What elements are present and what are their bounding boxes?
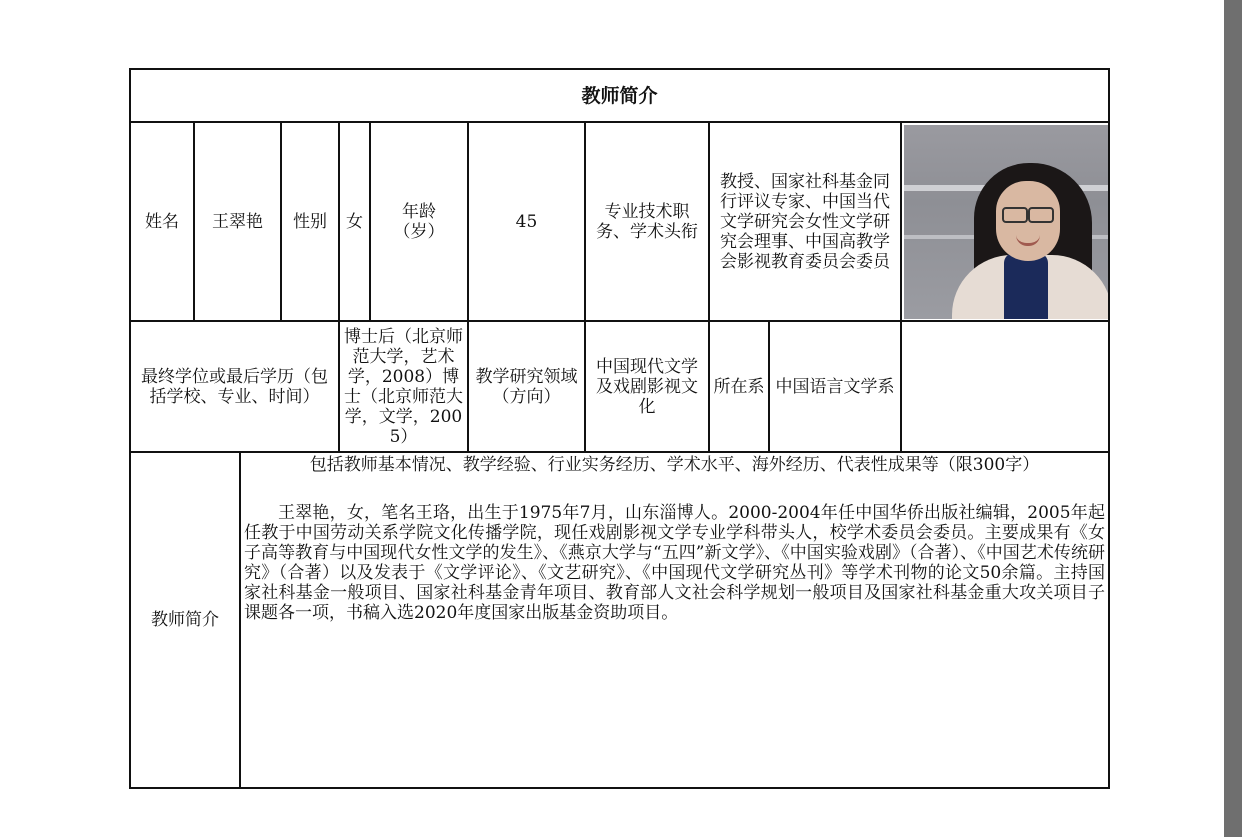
degree-label: 最终学位或最后学历（包括学校、专业、时间）	[130, 321, 339, 452]
intro-body: 王翠艳，女，笔名王珞，出生于1975年7月，山东淄博人。2000-2004年任中国华侨出版社编辑，2005年起任教于中国劳动关系学院文化传播学院，现任戏剧影视文学专业学科带头人，校学术委员会委员。主要成果有《女子高等教育与中国现代女性文学的发生》、《燕京大学与“五四”新文学》、《中国实验戏剧》（合著）、《中国艺术传统研究》（合著）以及发表于《文学评论》、《文艺研究》、《中国现代文学研究丛刊》等学术刊物的论文50余篇。主持国家社科基金一般项目、国家社科基金青年项目、教育部人文社会科学规划一般项目及国家社科基金重大攻关项目子课题各一项，书稿入选2020年度国家出版基金资助项目。	[244, 503, 1105, 623]
age-label: 年龄 （岁）	[370, 122, 468, 321]
gender-label: 性别	[281, 122, 339, 321]
teacher-photo-cell	[901, 122, 1109, 321]
intro-content	[240, 452, 1109, 788]
table-title: 教师简介	[130, 69, 1109, 122]
intro-heading: 包括教师基本情况、教学经验、行业实务经历、学术水平、海外经历、代表性成果等（限300字）	[309, 455, 1040, 475]
teacher-profile-table	[129, 68, 1110, 789]
research-label: 教学研究领域（方向）	[468, 321, 585, 452]
empty-cell	[901, 321, 1109, 452]
intro-label: 教师简介	[130, 452, 240, 788]
vertical-scrollbar[interactable]	[1224, 0, 1242, 837]
name-label: 姓名	[130, 122, 194, 321]
research-value: 中国现代文学及戏剧影视文化	[585, 321, 709, 452]
name-value: 王翠艳	[194, 122, 281, 321]
degree-value: 博士后（北京师范大学，艺术学，2008）博士（北京师范大学，文学，2005）	[339, 321, 468, 452]
gender-value: 女	[339, 122, 370, 321]
title-value: 教授、国家社科基金同行评议专家、中国当代文学研究会女性文学研究会理事、中国高教学会影视教育委员会委员	[709, 122, 901, 321]
dept-value: 中国语言文学系	[769, 321, 901, 452]
dept-label: 所在系	[709, 321, 769, 452]
teacher-photo	[904, 125, 1109, 319]
title-label: 专业技术职务、学术头衔	[585, 122, 709, 321]
age-value: 45	[468, 122, 585, 321]
